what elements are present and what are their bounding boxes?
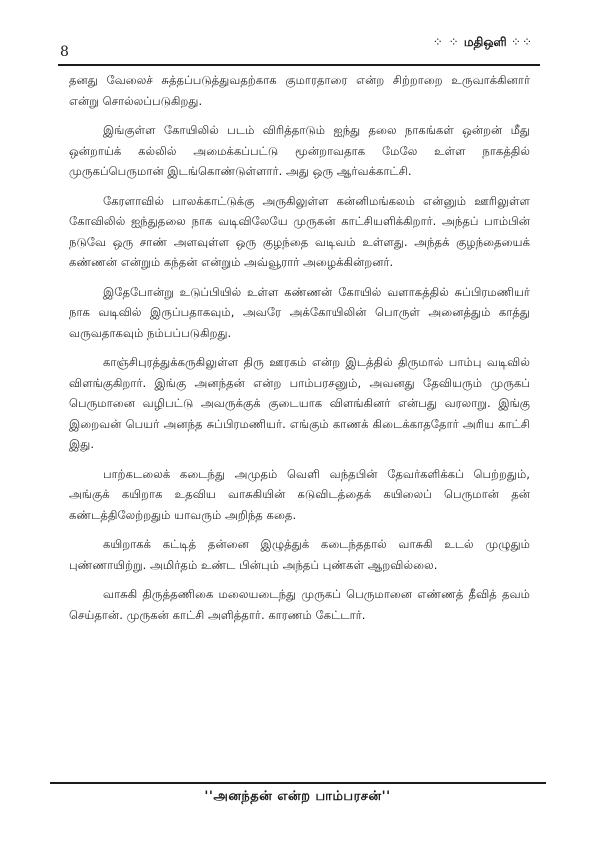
paragraph-5: காஞ்சிபுரத்துக்கருகிலுள்ள திரு ஊரகம் என்ற இடத்தில் திருமால் பாம்பு வடிவில் விளங்குகிறார். இங்கு அனந்தன் என்ற பாம்பரசனும், அவனது தேவியரும் முருகப் பெருமானை வழிபட்டு அவருக்குக் குடையாக விளங்கினர் என்பது வரலாறு. இங்கு இறைவன் பெயர் அனந்த சுப்பிரமணியர். எங்கும் காணக் கிடைக்காததோர் அரிய காட்சி இது. [69,355,530,451]
ornament-right-icon: ⁘⁘ [510,35,533,49]
paragraph-4: இதேபோன்று உடுப்பியில் உள்ள கண்ணன் கோயில் வளாகத்தில் சுப்பிரமணியர் நாக வடிவில் இருப்பதாகவும், அவரே அக்கோயிலின் பொருள் அனைத்தும் காத்து வருவதாகவும் நம்பப்படுகிறது. [69,284,530,340]
footer-rule [50,782,546,784]
ornament-left-icon: ⁘ ⁘ [432,35,460,49]
paragraph-7: கயிறாகக் கட்டித் தன்னை இழுத்துக் கடைந்ததால் வாசுகி உடல் முழுதும் புண்ணாயிற்று. அமிர்தம் உண்ட பின்பும் அந்தப் புண்கள் ஆறவில்லை. [69,537,530,572]
footer-article-title: ''அனந்தன் என்ற பாம்பரசன்'' [204,789,391,804]
paragraph-8: வாசுகி திருத்தணிகை மலையடைந்து முருகப் பெருமானை எண்ணத் தீவித் தவம் செய்தான். முருகன் காட்சி அளித்தார். காரணம் கேட்டார். [69,587,530,622]
paragraph-1: தனது வேலைச் சுத்தப்படுத்துவதற்காக குமாரதாரை என்ற சிற்றாறை உருவாக்கினார் என்று சொல்லப்படுகிறது. [69,73,530,108]
paragraph-2: இங்குள்ள கோயிலில் படம் விரித்தாடும் ஐந்து தலை நாகங்கள் ஒன்றன் மீது ஒன்றாய்க் கல்லில் அமைக்கப்பட்டு மூன்றாவதாக மேலே உள்ள நாகத்தில் முருகப்பெருமான் இடங்கொண்டுள்ளார். அது ஒரு ஆர்வக்காட்சி. [69,123,530,178]
magazine-title: மதிஒளி [463,35,507,49]
header-rule [58,64,540,66]
article-body [69,70,530,634]
page-header [0,0,595,60]
running-head [433,34,533,50]
page-number: 8 [60,44,69,60]
paragraph-3: கேரளாவில் பாலக்காட்டுக்கு அருகிலுள்ள கன்னிமங்கலம் என்னும் ஊரிலுள்ள கோவிலில் ஐந்துதலை நாக வடிவிலேயே முருகன் காட்சியளிக்கிறார். அந்தப் பாம்பின் நடுவே ஒரு சாண் அளவுள்ள ஒரு குழந்தை வடிவம் உள்ளது. அந்தக் குழந்தையைக் கண்ணன் என்றும் கந்தன் என்றும் அவ்வூரார் அழைக்கின்றனர். [69,193,530,269]
paragraph-6: பாற்கடலைக் கடைந்து அமுதம் வெளி வந்தபின் தேவர்களிக்கப் பெற்றதும், அங்குக் கயிறாக உதவிய வாசுகியின் கடுவிடத்தைக் கயிலைப் பெருமான் தன் கண்டத்திலேற்றதும் யாவரும் அறிந்த கதை. [69,466,530,522]
